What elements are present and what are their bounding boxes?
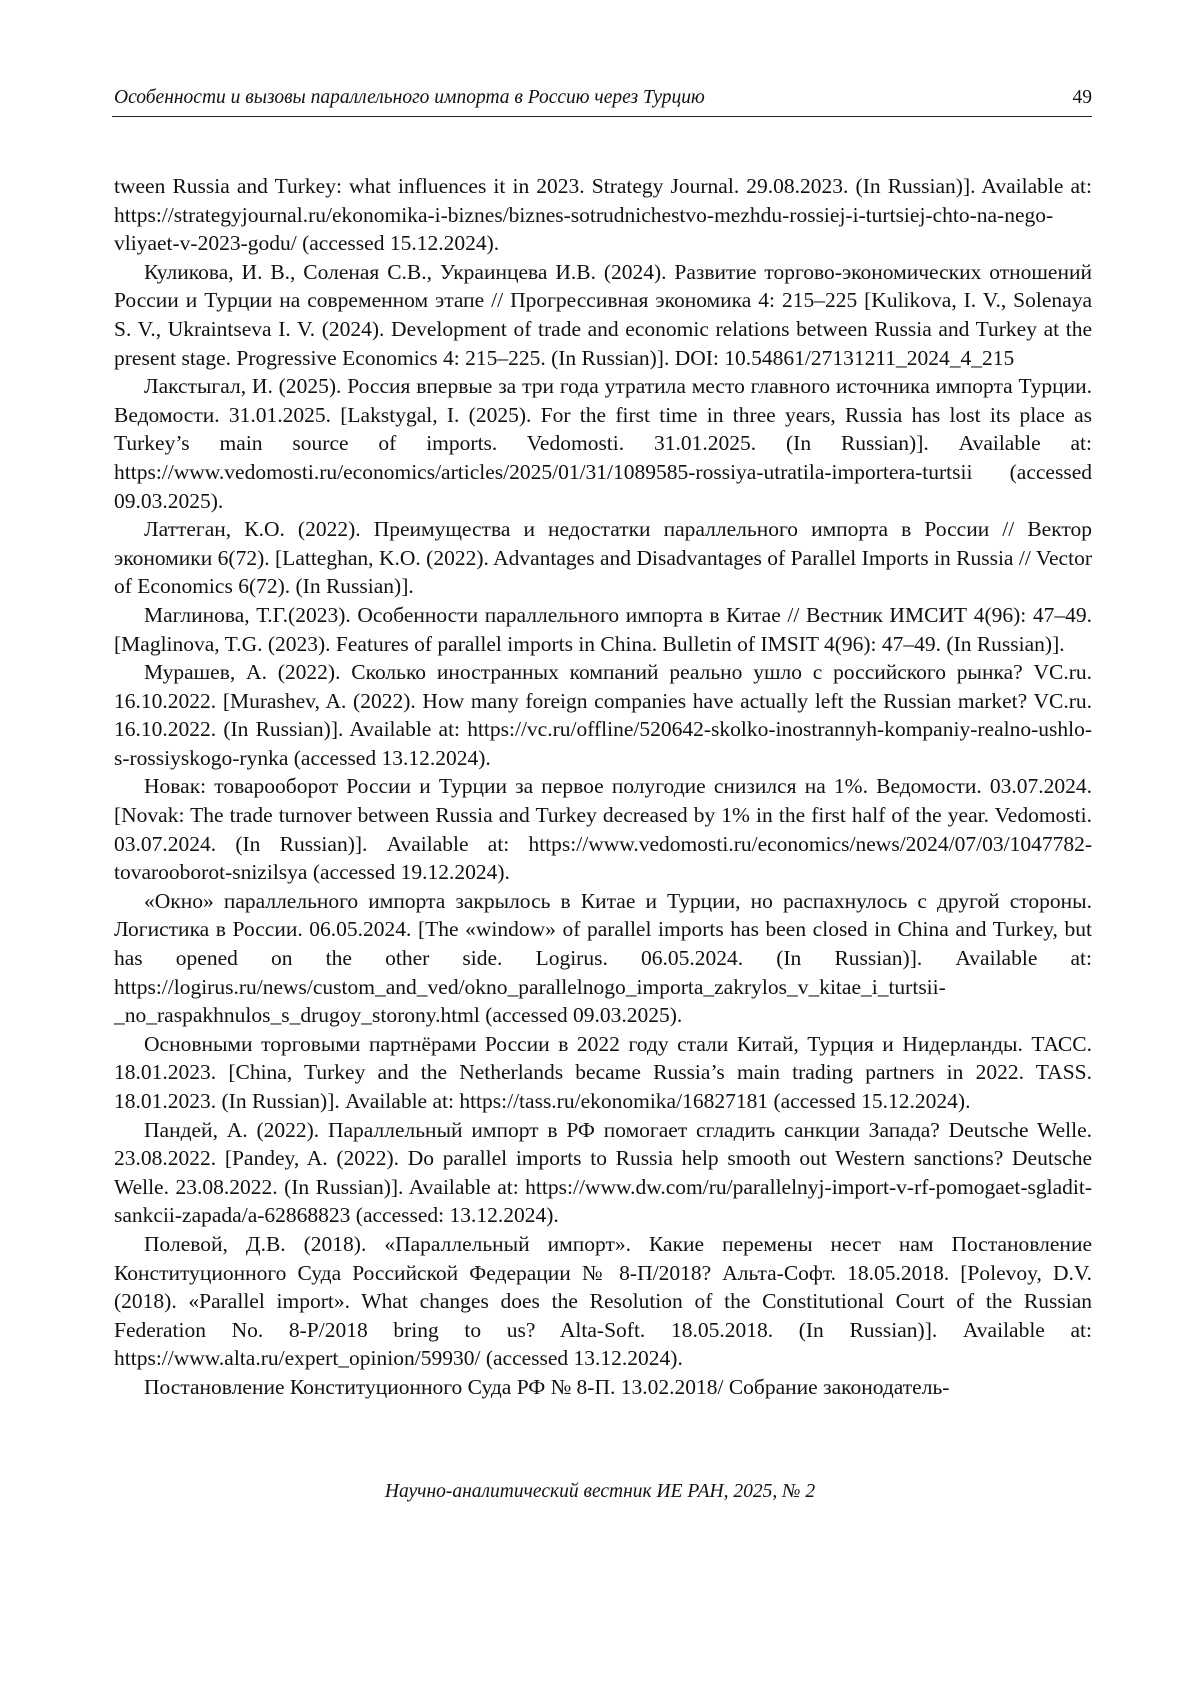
reference-entry: Маглинова, Т.Г.(2023). Особенности параллельного импорта в Китае // Вестник ИМСИТ 4(96): 47–49. [Maglinova, T.G. (2023). Features of parallel imports in China. Bulletin of IMSIT 4(96): 47–49. (In Russian)]. [114,602,1092,656]
reference-entry: Постановление Конституционного Суда РФ № 8-П. 13.02.2018/ Собрание законодатель- [144,1374,950,1399]
reference-entry: Пандей, А. (2022). Параллельный импорт в РФ помогает сгладить санкции Запада? Deutsche Welle. 23.08.2022. [Pandey, A. (2022). Do parallel imports to Russia help smooth out Western sanctions? Deutsche Welle. 23.08.2022. (In Russian)]. Available at: https://www.dw.com/ru/parallelnyj-import-v-rf-pomogaet-sgladit-sankcii-zapada/a-62868823 (accessed: 13.12.2024). [114,1117,1092,1228]
reference-entry: Полевой, Д.В. (2018). «Параллельный импорт». Какие перемены несет нам Постановление Конституционного Суда Российской Федерации № 8-П/2018? Альта-Софт. 18.05.2018. [Polevoy, D.V. (2018). «Parallel import». What changes does the Resolution of the Constitutional Court of the Russian Federation No. 8-P/2018 bring to us? Alta-Soft. 18.05.2018. (In Russian)]. Available at: https://www.alta.ru/expert_opinion/59930/ (accessed 13.12.2024). [114,1231,1092,1371]
page-header [112,82,1092,117]
page-footer [0,1480,1200,1504]
running-title: Особенности и вызовы параллельного импорта в Россию через Турцию [114,87,705,108]
journal-citation: Научно-аналитический вестник ИЕ РАН, 2025, № 2 [384,1481,816,1502]
reference-list [114,172,1092,1402]
reference-entry: Основными торговыми партнёрами России в 2022 году стали Китай, Турция и Нидерланды. ТАСС. 18.01.2023. [China, Turkey and the Netherlands became Russia’s main trading partners in 2022. TASS. 18.01.2023. (In Russian)]. Available at: https://tass.ru/ekonomika/16827181 (accessed 15.12.2024). [114,1031,1092,1113]
reference-entry: tween Russia and Turkey: what influences it in 2023. Strategy Journal. 29.08.2023. (In Russian)]. Available at: https://strategyjournal.ru/ekonomika-i-biznes/biznes-sotrudnichestvo-mezhdu-rossiej-i-turtsiej-chto-na-nego-vliyaet-v-2023-godu/ (accessed 15.12.2024). [114,174,1092,256]
reference-entry: Латтеган, К.О. (2022). Преимущества и недостатки параллельного импорта в России // Вектор экономики 6(72). [Latteghan, K.O. (2022). Advantages and Disadvantages of Parallel Imports in Russia // Vector of Economics 6(72). (In Russian)]. [114,517,1092,599]
reference-entry: Куликова, И. В., Соленая С.В., Украинцева И.В. (2024). Развитие торгово-экономических отношений России и Турции на современном этапе // Прогрессивная экономика 4: 215–225 [Kulikova, I. V., Solenaya S. V., Ukraintseva I. V. (2024). Development of trade and economic relations between Russia and Turkey at the present stage. Progressive Economics 4: 215–225. (In Russian)]. DOI: 10.54861/27131211_2024_4_215 [114,259,1092,370]
page-number: 49 [1072,87,1092,108]
reference-entry: Мурашев, А. (2022). Сколько иностранных компаний реально ушло с российского рынка? VC.ru. 16.10.2022. [Murashev, A. (2022). How many foreign companies have actually left the Russian market? VC.ru. 16.10.2022. (In Russian)]. Available at: https://vc.ru/offline/520642-skolko-inostrannyh-kompaniy-realno-ushlo-s-rossiyskogo-rynka (accessed 13.12.2024). [114,660,1092,770]
reference-entry: Новак: товарооборот России и Турции за первое полугодие снизился на 1%. Ведомости. 03.07.2024. [Novak: The trade turnover between Russia and Turkey decreased by 1% in the first half of the year. Vedomosti. 03.07.2024. (In Russian)]. Available at: https://www.vedomosti.ru/economics/news/2024/07/03/1047782-tovarooborot-snizilsya (accessed 19.12.2024). [114,774,1092,885]
reference-entry: «Окно» параллельного импорта закрылось в Китае и Турции, но распахнулось с другой стороны. Логистика в России. 06.05.2024. [The «window» of parallel imports has been closed in China and Turkey, but has opened on the other side. Logirus. 06.05.2024. (In Russian)]. Available at: https://logirus.ru/news/custom_and_ved/okno_parallelnogo_importa_zakrylos_v_kitae_i_turtsii-_no_raspakhnulos_s_drugoy_storony.html (accessed 09.03.2025). [114,888,1092,1028]
reference-entry: Лакстыгал, И. (2025). Россия впервые за три года утратила место главного источника импорта Турции. Ведомости. 31.01.2025. [Lakstygal, I. (2025). For the first time in three years, Russia has lost its place as Turkey’s main source of imports. Vedomosti. 31.01.2025. (In Russian)]. Available at: https://www.vedomosti.ru/economics/articles/2025/01/31/1089585-rossiya-utratila-importera-turtsii (accessed 09.03.2025). [114,374,1092,513]
